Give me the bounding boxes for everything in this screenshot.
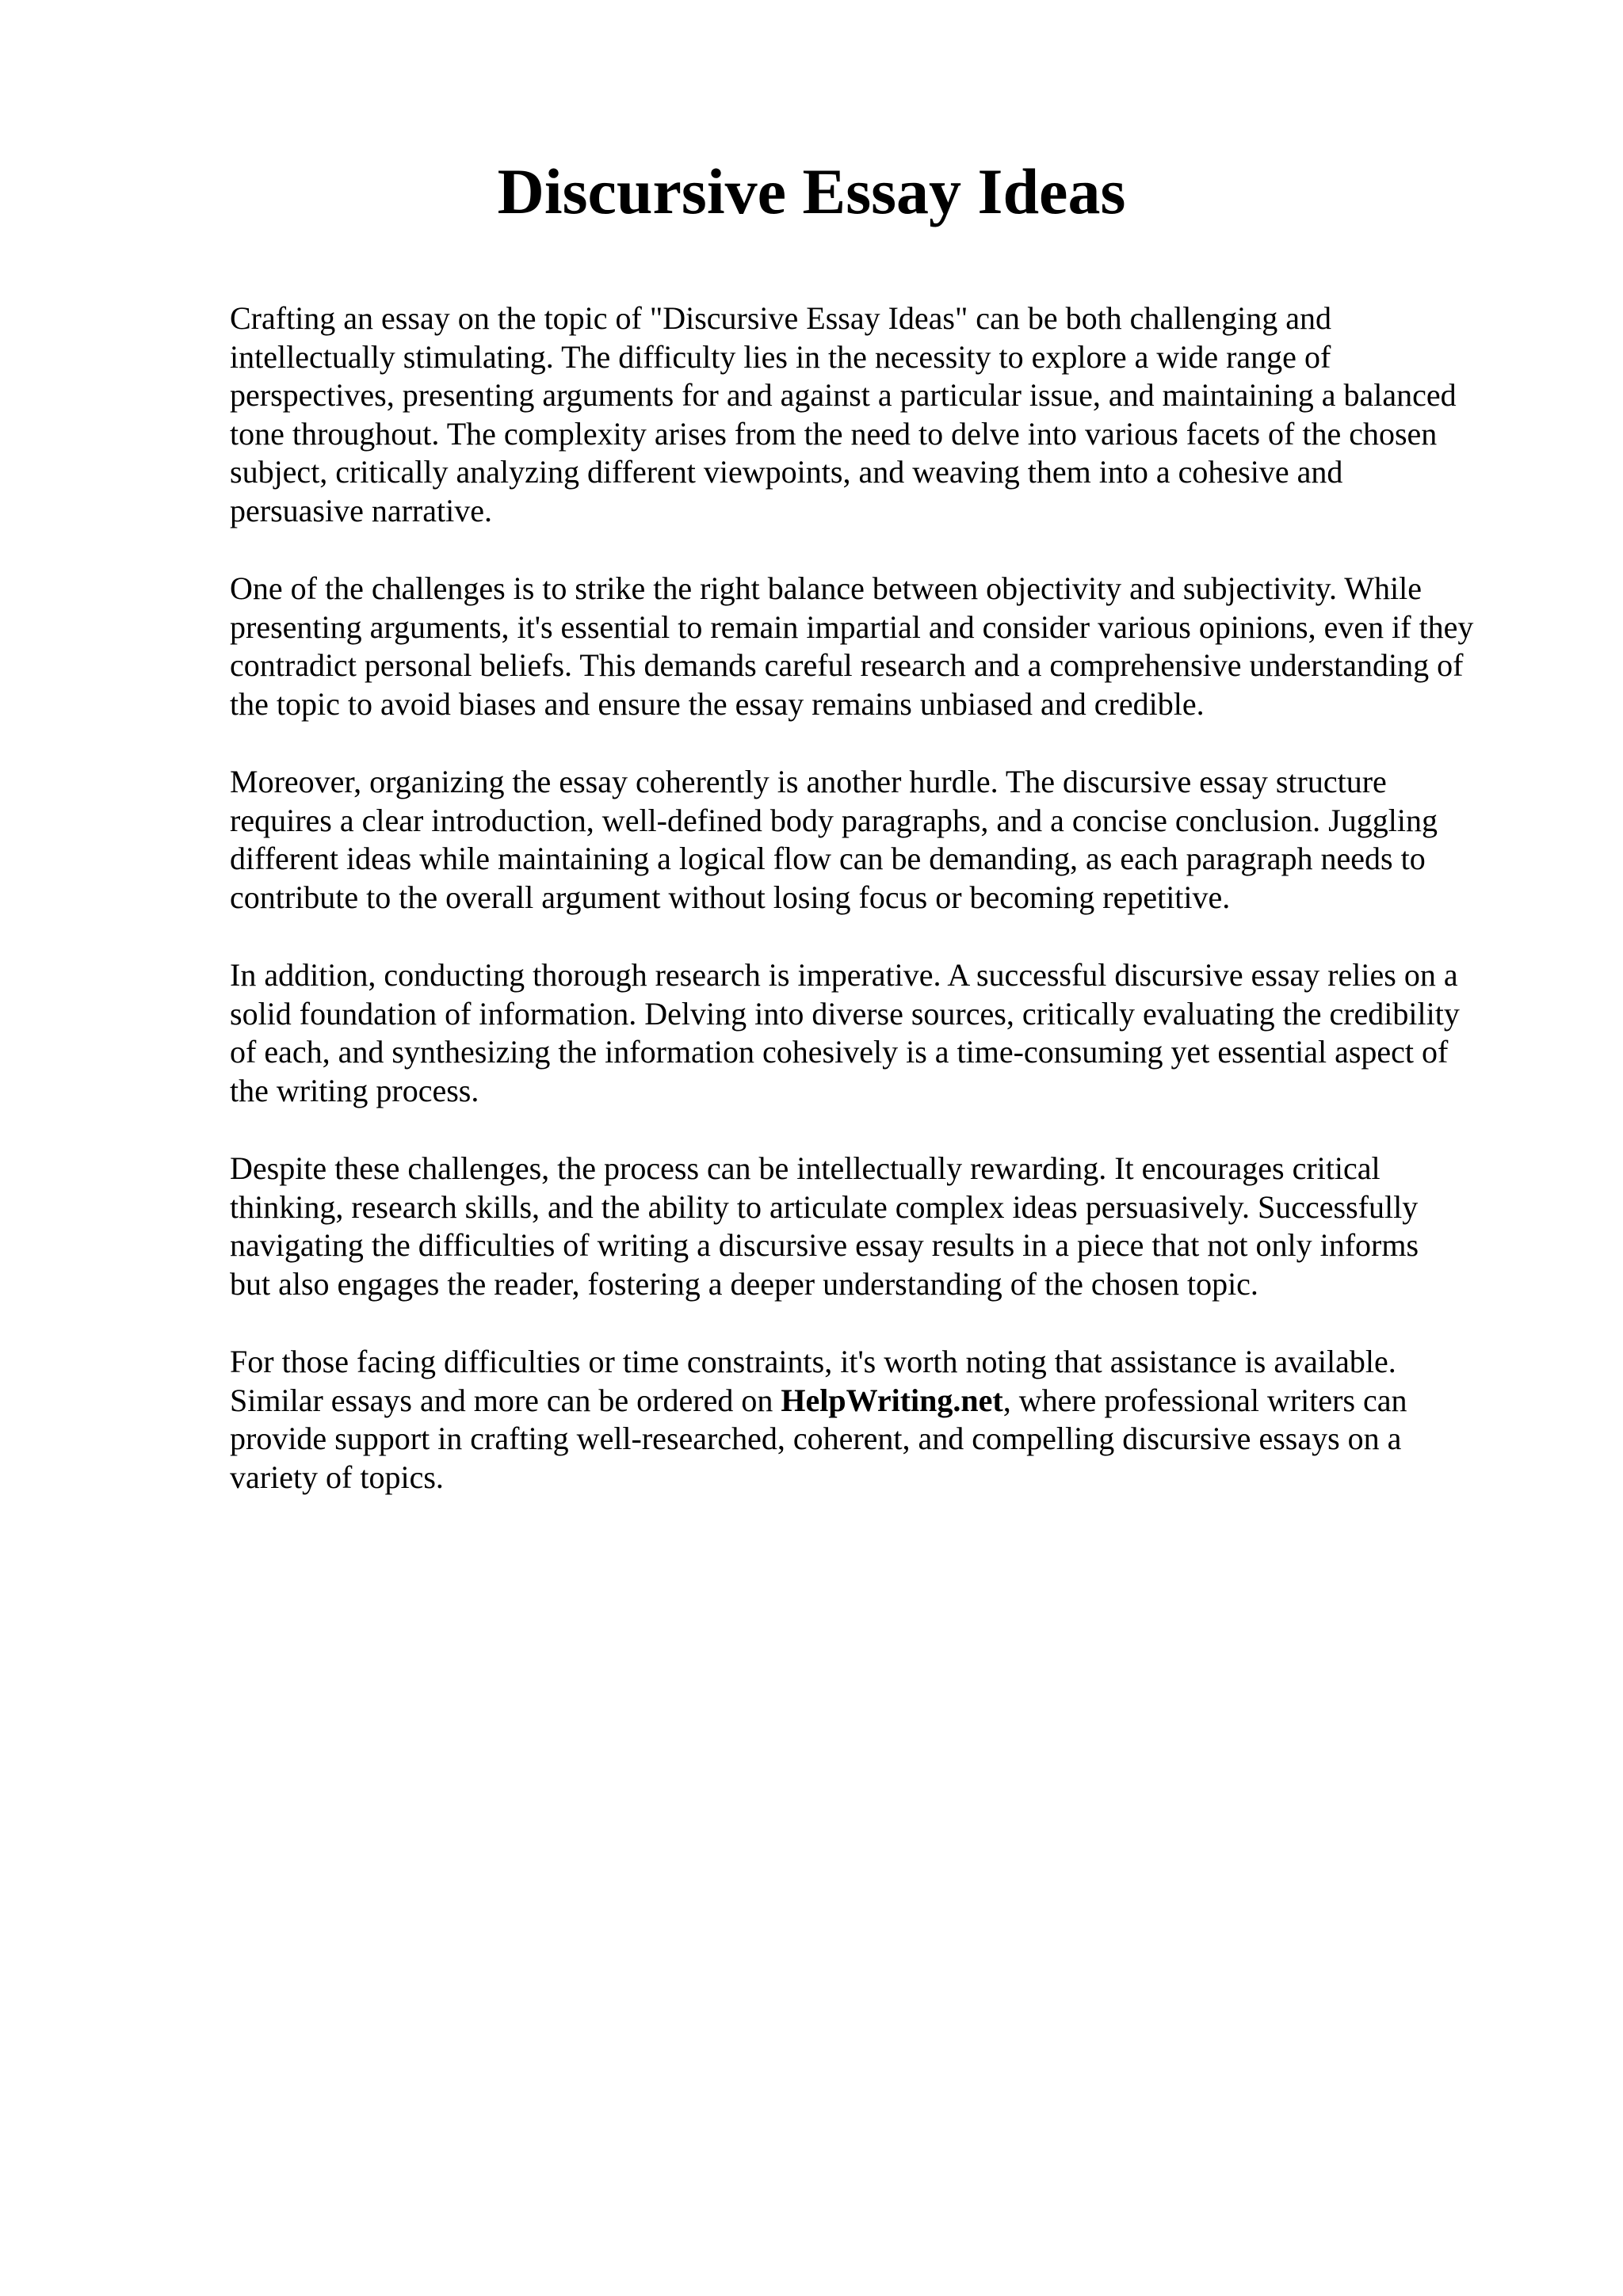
text-line: but also engages the reader, fostering a deeper understanding of the chosen topic. [230, 1265, 1258, 1302]
paragraph-4 [230, 956, 1514, 1110]
text-line: persuasive narrative. [230, 492, 492, 528]
text-line: tone throughout. The complexity arises from the need to delve into various facets of the chosen [230, 415, 1438, 452]
text-line: For those facing difficulties or time constraints, it's worth noting that assistance is available. [230, 1344, 1396, 1379]
text-line: different ideas while maintaining a logical flow can be demanding, as each paragraph needs to [230, 841, 1426, 876]
text-line: Moreover, organizing the essay coherently is another hurdle. The discursive essay structure [230, 764, 1387, 799]
text-line: variety of topics. [230, 1459, 444, 1495]
paragraph-1 [230, 299, 1514, 530]
paragraph-5 [230, 1150, 1514, 1303]
brand-name: HelpWriting.net [781, 1382, 1003, 1418]
text-line: provide support in crafting well-researched, coherent, and compelling discursive essays on a [230, 1421, 1402, 1456]
text-line [230, 1382, 1514, 1421]
document-title: Discursive Essay Ideas [497, 155, 1126, 227]
text-line: subject, critically analyzing different viewpoints, and weaving them into a cohesive and [230, 454, 1343, 490]
text-line: presenting arguments, it's essential to remain impartial and consider various opinions, even if they [230, 608, 1474, 645]
text-line: the writing process. [230, 1072, 479, 1108]
text-segment: Similar essays and more can be ordered on [230, 1382, 781, 1418]
paragraph-2 [230, 570, 1514, 723]
paragraph-closing [230, 1343, 1514, 1497]
text-line: thinking, research skills, and the ability to articulate complex ideas persuasively. Successfully [230, 1188, 1419, 1225]
text-line: of each, and synthesizing the information cohesively is a time-consuming yet essential aspect of [230, 1034, 1449, 1070]
text-line: contradict personal beliefs. This demands careful research and a comprehensive understanding of [230, 647, 1464, 683]
text-line: intellectually stimulating. The difficulty lies in the necessity to explore a wide range of [230, 338, 1331, 375]
text-line: requires a clear introduction, well-defined body paragraphs, and a concise conclusion. Juggling [230, 802, 1438, 838]
text-line: navigating the difficulties of writing a discursive essay results in a piece that not only informs [230, 1227, 1419, 1263]
text-segment: , where professional writers can [1002, 1382, 1407, 1418]
text-line: One of the challenges is to strike the right balance between objectivity and subjectivity. While [230, 570, 1422, 606]
text-line: Despite these challenges, the process can be intellectually rewarding. It encourages critical [230, 1150, 1381, 1186]
text-line: perspectives, presenting arguments for and against a particular issue, and maintaining a balanced [230, 377, 1457, 413]
text-line: Crafting an essay on the topic of "Discursive Essay Ideas" can be both challenging and [230, 300, 1332, 336]
text-line: contribute to the overall argument without losing focus or becoming repetitive. [230, 879, 1231, 915]
paragraph-3 [230, 763, 1514, 917]
document-body [230, 299, 1514, 1536]
text-line: In addition, conducting thorough research is imperative. A successful discursive essay relies on a [230, 957, 1458, 993]
text-line: the topic to avoid biases and ensure the essay remains unbiased and credible. [230, 685, 1205, 722]
text-line: solid foundation of information. Delving into diverse sources, critically evaluating the credibility [230, 995, 1460, 1032]
